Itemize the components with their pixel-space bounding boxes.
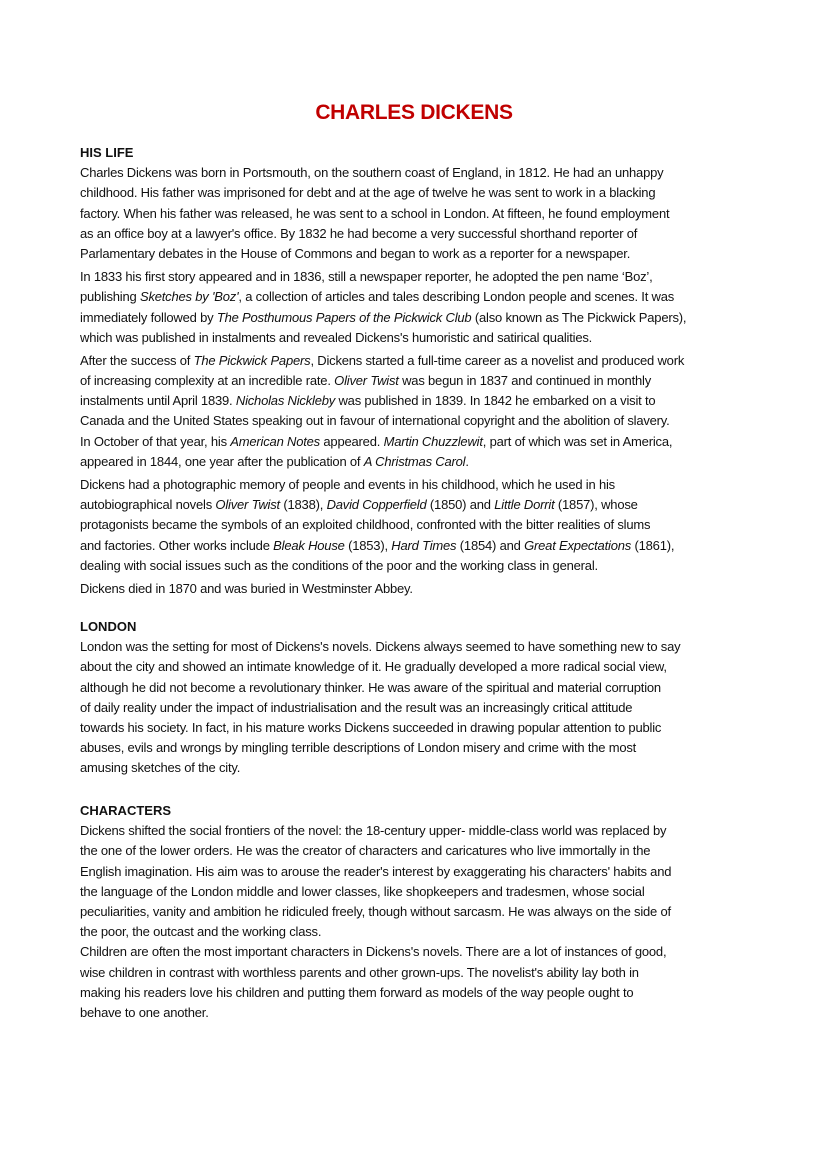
text-span: protagonists became the symbols of an exploited childhood, confronted with the bitter realities of slums — [80, 517, 651, 533]
text-span: about the city and showed an intimate knowledge of it. He gradually developed a more radical social view, — [80, 659, 667, 675]
text-line — [80, 391, 760, 411]
text-line — [80, 204, 760, 224]
text-span: (1850) and — [426, 497, 495, 513]
text-line — [80, 718, 760, 738]
text-line — [80, 862, 760, 882]
text-line — [80, 287, 760, 307]
text-line — [80, 267, 760, 287]
section-heading: CHARACTERS — [80, 803, 171, 818]
text-line — [80, 902, 760, 922]
text-line — [80, 536, 760, 556]
section-london — [80, 617, 760, 779]
text-span: (1861), — [631, 537, 675, 553]
text-span: In October of that year, his — [80, 433, 231, 449]
italic-title: Little Dorrit — [494, 497, 555, 513]
italic-title: Sketches by 'Boz' — [139, 289, 239, 305]
text-span: autobiographical novels — [80, 497, 216, 513]
italic-title: Nicholas Nickleby — [235, 393, 336, 409]
text-line — [80, 475, 760, 495]
text-line — [80, 758, 760, 778]
text-span: dealing with social issues such as the conditions of the poor and the working class in general. — [80, 557, 598, 573]
text-line — [80, 698, 760, 718]
text-span: instalments until April 1839. — [80, 393, 236, 409]
paragraph — [80, 475, 760, 576]
text-span: was begun in 1837 and continued in monthly — [398, 373, 651, 389]
section-heading: HIS LIFE — [80, 145, 134, 160]
text-span: After the success of — [80, 352, 194, 368]
text-line — [80, 637, 760, 657]
text-span: Dickens had a photographic memory of people and events in his childhood, which he used in his — [80, 477, 615, 492]
text-span: (also known as The Pickwick Papers), — [471, 309, 687, 325]
text-span: of daily reality under the impact of industrialisation and the result was an increasingly critical attitude — [80, 699, 633, 715]
text-span: (1853), — [344, 537, 392, 553]
paragraph — [80, 267, 760, 348]
text-line — [80, 963, 760, 983]
text-span: Canada and the United States speaking out in favour of international copyright and the abolition of slavery. — [80, 413, 670, 429]
text-line — [80, 452, 760, 472]
text-line — [80, 224, 760, 244]
text-span: the language of the London middle and lower classes, like shopkeepers and tradesmen, whose social — [80, 883, 645, 899]
italic-title: A Christmas Carol — [363, 453, 466, 469]
text-span: appeared. — [319, 433, 384, 449]
paragraph — [80, 637, 760, 778]
text-line — [80, 163, 760, 183]
text-span: Charles Dickens was born in Portsmouth, on the southern coast of England, in 1812. He had an unhappy — [80, 165, 664, 181]
text-span: factory. When his father was released, he was sent to a school in London. At fifteen, he found employment — [80, 205, 670, 221]
text-line — [80, 1003, 760, 1023]
text-span: publishing — [80, 289, 140, 305]
text-span: Dickens died in 1870 and was buried in Westminster Abbey. — [80, 580, 413, 596]
text-span: English imagination. His aim was to arouse the reader's interest by exaggerating his characters' habits and — [80, 863, 672, 879]
text-line — [80, 841, 760, 861]
text-span: (1857), whose — [554, 497, 638, 513]
text-span: was published in 1839. In 1842 he embarked on a visit to — [335, 393, 656, 409]
text-span: , a collection of articles and tales describing London people and scenes. It was — [238, 289, 675, 305]
text-span: abuses, evils and wrongs by mingling terrible descriptions of London misery and crime with the most — [80, 740, 637, 756]
section-characters — [80, 801, 760, 1023]
paragraph — [80, 163, 760, 264]
italic-title: Great Expectations — [524, 537, 632, 553]
section-his-life — [80, 143, 760, 602]
text-span: and factories. Other works include — [80, 537, 274, 553]
text-span: amusing sketches of the city. — [80, 760, 241, 776]
paragraph — [80, 942, 760, 1023]
text-span: Children are often the most important characters in Dickens's novels. There are a lot of instances of good, — [80, 944, 667, 960]
italic-title: Martin Chuzzlewit — [383, 433, 483, 449]
text-span: making his readers love his children and putting them forward as models of the way people ought to — [80, 984, 634, 1000]
italic-title: Bleak House — [273, 537, 345, 553]
text-span: London was the setting for most of Dickens's novels. Dickens always seemed to have something new to say — [80, 639, 681, 655]
italic-title: Hard Times — [391, 537, 457, 553]
text-line — [80, 244, 760, 264]
text-span: Parlamentary debates in the House of Commons and began to work as a reporter for a newspaper. — [80, 245, 631, 261]
text-line — [80, 882, 760, 902]
text-span: wise children in contrast with worthless parents and other grown-ups. The novelist's ability lay both in — [80, 964, 639, 980]
text-span: which was published in instalments and revealed Dickens's humoristic and satirical qualities. — [80, 329, 593, 345]
text-span: , Dickens started a full-time career as a novelist and produced work — [310, 352, 685, 368]
text-line — [80, 556, 760, 576]
text-span: the poor, the outcast and the working class. — [80, 924, 322, 940]
text-span: , part of which was set in America, — [482, 433, 673, 449]
text-span: peculiarities, vanity and ambition he ridiculed freely, though without sarcasm. He was always on the side of — [80, 903, 671, 919]
text-line — [80, 657, 760, 677]
text-line — [80, 328, 760, 348]
text-span: (1838), — [279, 497, 327, 513]
text-span: behave to one another. — [80, 1004, 209, 1020]
text-line — [80, 308, 760, 328]
text-span: although he did not become a revolutionary thinker. He was aware of the spiritual and material corruption — [80, 679, 661, 695]
paragraph — [80, 821, 760, 942]
text-line — [80, 942, 760, 962]
italic-title: David Copperfield — [326, 497, 427, 513]
text-line — [80, 821, 760, 841]
text-line — [80, 351, 760, 371]
italic-title: Oliver Twist — [334, 373, 399, 389]
text-span: of increasing complexity at an incredible rate. — [80, 373, 335, 389]
text-line — [80, 922, 760, 942]
text-span: . — [465, 453, 469, 469]
text-line — [80, 432, 760, 452]
italic-title: American Notes — [230, 433, 320, 449]
page-title: CHARLES DICKENS — [315, 101, 513, 124]
text-span: (1854) and — [456, 537, 525, 553]
text-span: as an office boy at a lawyer's office. By 1832 he had become a very successful shorthand reporter of — [80, 225, 638, 241]
text-span: the one of the lower orders. He was the creator of characters and caricatures who live immortally in the — [80, 843, 651, 859]
text-line — [80, 495, 760, 515]
text-span: towards his society. In fact, in his mature works Dickens succeeded in drawing popular attention to public — [80, 719, 662, 735]
text-span: immediately followed by — [80, 309, 217, 325]
text-span: childhood. His father was imprisoned for debt and at the age of twelve he was sent to work in a blacking — [80, 185, 656, 201]
text-span: In 1833 his first story appeared and in 1836, still a newspaper reporter, he adopted the pen name ‘Boz’, — [80, 269, 653, 285]
text-line — [80, 678, 760, 698]
text-line — [80, 515, 760, 535]
text-span: appeared in 1844, one year after the publication of — [80, 453, 364, 469]
paragraph — [80, 351, 760, 472]
text-line — [80, 411, 760, 431]
text-line — [80, 738, 760, 758]
text-line — [80, 579, 760, 599]
italic-title: The Pickwick Papers — [193, 352, 311, 368]
text-line — [80, 371, 760, 391]
text-span: Dickens shifted the social frontiers of the novel: the 18-century upper- middle-class world was replaced by — [80, 823, 667, 839]
text-line — [80, 983, 760, 1003]
text-line — [80, 183, 760, 203]
italic-title: The Posthumous Papers of the Pickwick Club — [216, 309, 472, 325]
section-heading: LONDON — [80, 619, 137, 634]
paragraph — [80, 579, 760, 599]
italic-title: Oliver Twist — [215, 497, 280, 513]
